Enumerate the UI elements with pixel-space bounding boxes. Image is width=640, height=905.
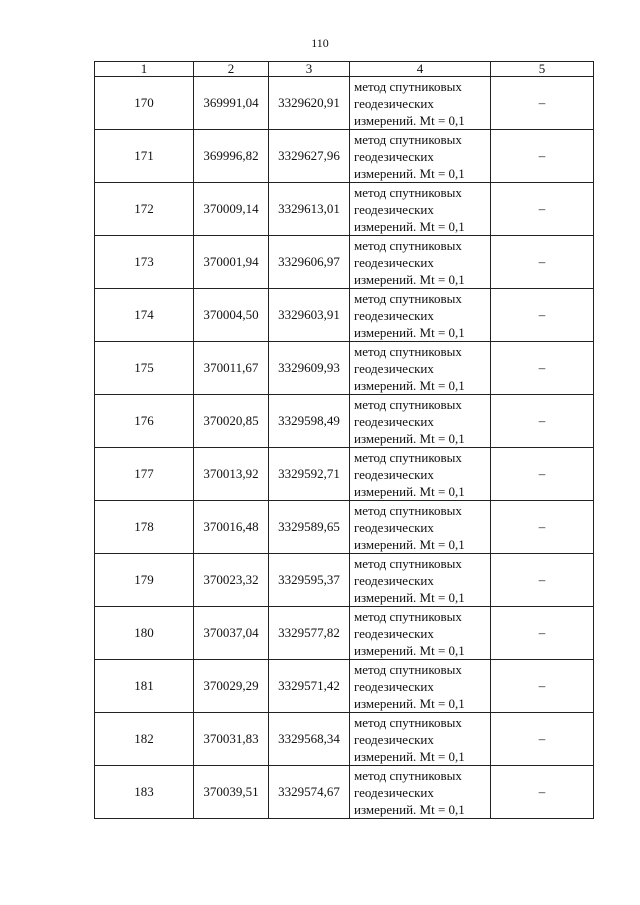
method-text-line: измерений. Mt = 0,1 [354, 324, 465, 340]
note-cell: – [491, 77, 594, 130]
point-number-cell: 177 [95, 448, 194, 501]
x-coordinate-cell: 370037,04 [194, 607, 269, 660]
method-text-line: метод спутниковых [354, 502, 462, 518]
note-cell: – [491, 660, 594, 713]
y-coordinate-cell: 3329613,01 [269, 183, 350, 236]
note-cell: – [491, 713, 594, 766]
point-number-cell: 175 [95, 342, 194, 395]
point-number-cell: 181 [95, 660, 194, 713]
table-row [95, 395, 594, 448]
table-row [95, 236, 594, 289]
method-text-line: измерений. Mt = 0,1 [354, 112, 465, 128]
method-text-line: геодезических [354, 625, 434, 641]
table-row [95, 130, 594, 183]
method-text-line: метод спутниковых [354, 714, 462, 730]
x-coordinate-cell: 370016,48 [194, 501, 269, 554]
method-text-line: геодезических [354, 95, 434, 111]
header-col-2: 2 [194, 62, 269, 77]
y-coordinate-cell: 3329603,91 [269, 289, 350, 342]
header-col-4: 4 [350, 62, 491, 77]
method-text-line: измерений. Mt = 0,1 [354, 589, 465, 605]
method-text-line: измерений. Mt = 0,1 [354, 483, 465, 499]
point-number-cell: 178 [95, 501, 194, 554]
method-cell [350, 236, 491, 289]
method-cell [350, 289, 491, 342]
method-text-line: метод спутниковых [354, 767, 462, 783]
method-text-line: метод спутниковых [354, 131, 462, 147]
method-text-line: геодезических [354, 519, 434, 535]
method-text-line: метод спутниковых [354, 555, 462, 571]
point-number-cell: 176 [95, 395, 194, 448]
table-row [95, 713, 594, 766]
x-coordinate-cell: 370013,92 [194, 448, 269, 501]
note-cell: – [491, 607, 594, 660]
table-row [95, 289, 594, 342]
y-coordinate-cell: 3329571,42 [269, 660, 350, 713]
table-row [95, 660, 594, 713]
table-header [95, 62, 594, 77]
method-text-line: измерений. Mt = 0,1 [354, 695, 465, 711]
method-text-line: метод спутниковых [354, 290, 462, 306]
method-text-line: измерений. Mt = 0,1 [354, 642, 465, 658]
method-text-line: измерений. Mt = 0,1 [354, 430, 465, 446]
x-coordinate-cell: 370029,29 [194, 660, 269, 713]
point-number-cell: 179 [95, 554, 194, 607]
page-number: 110 [311, 36, 329, 50]
note-cell: – [491, 766, 594, 819]
y-coordinate-cell: 3329568,34 [269, 713, 350, 766]
coordinates-table [94, 61, 594, 819]
point-number-cell: 182 [95, 713, 194, 766]
header-col-5: 5 [491, 62, 594, 77]
method-text-line: метод спутниковых [354, 237, 462, 253]
method-text-line: метод спутниковых [354, 343, 462, 359]
header-col-3: 3 [269, 62, 350, 77]
method-cell [350, 713, 491, 766]
method-cell [350, 501, 491, 554]
x-coordinate-cell: 370039,51 [194, 766, 269, 819]
method-text-line: геодезических [354, 413, 434, 429]
y-coordinate-cell: 3329592,71 [269, 448, 350, 501]
method-text-line: геодезических [354, 466, 434, 482]
note-cell: – [491, 236, 594, 289]
method-text-line: метод спутниковых [354, 78, 462, 94]
x-coordinate-cell: 370009,14 [194, 183, 269, 236]
y-coordinate-cell: 3329627,96 [269, 130, 350, 183]
y-coordinate-cell: 3329606,97 [269, 236, 350, 289]
table-body [95, 77, 594, 819]
note-cell: – [491, 289, 594, 342]
note-cell: – [491, 554, 594, 607]
table-row [95, 607, 594, 660]
table-row [95, 77, 594, 130]
y-coordinate-cell: 3329574,67 [269, 766, 350, 819]
point-number-cell: 172 [95, 183, 194, 236]
y-coordinate-cell: 3329620,91 [269, 77, 350, 130]
method-text-line: геодезических [354, 784, 434, 800]
method-text-line: измерений. Mt = 0,1 [354, 748, 465, 764]
x-coordinate-cell: 370020,85 [194, 395, 269, 448]
method-text-line: геодезических [354, 678, 434, 694]
table-row [95, 448, 594, 501]
point-number-cell: 174 [95, 289, 194, 342]
method-cell [350, 342, 491, 395]
method-cell [350, 130, 491, 183]
method-text-line: геодезических [354, 307, 434, 323]
table-row [95, 554, 594, 607]
table-row [95, 183, 594, 236]
method-cell [350, 554, 491, 607]
method-text-line: метод спутниковых [354, 661, 462, 677]
method-text-line: измерений. Mt = 0,1 [354, 801, 465, 817]
table-row [95, 766, 594, 819]
table-row [95, 342, 594, 395]
y-coordinate-cell: 3329598,49 [269, 395, 350, 448]
point-number-cell: 170 [95, 77, 194, 130]
note-cell: – [491, 130, 594, 183]
x-coordinate-cell: 370031,83 [194, 713, 269, 766]
table-row [95, 501, 594, 554]
note-cell: – [491, 183, 594, 236]
method-cell [350, 77, 491, 130]
method-text-line: измерений. Mt = 0,1 [354, 536, 465, 552]
method-cell [350, 607, 491, 660]
x-coordinate-cell: 370001,94 [194, 236, 269, 289]
note-cell: – [491, 395, 594, 448]
method-cell [350, 183, 491, 236]
method-text-line: метод спутниковых [354, 184, 462, 200]
point-number-cell: 183 [95, 766, 194, 819]
y-coordinate-cell: 3329609,93 [269, 342, 350, 395]
method-text-line: геодезических [354, 572, 434, 588]
y-coordinate-cell: 3329595,37 [269, 554, 350, 607]
method-text-line: измерений. Mt = 0,1 [354, 377, 465, 393]
method-cell [350, 766, 491, 819]
point-number-cell: 180 [95, 607, 194, 660]
x-coordinate-cell: 370023,32 [194, 554, 269, 607]
note-cell: – [491, 342, 594, 395]
method-text-line: геодезических [354, 360, 434, 376]
method-text-line: геодезических [354, 254, 434, 270]
y-coordinate-cell: 3329577,82 [269, 607, 350, 660]
method-text-line: геодезических [354, 148, 434, 164]
note-cell: – [491, 501, 594, 554]
method-text-line: измерений. Mt = 0,1 [354, 165, 465, 181]
method-cell [350, 660, 491, 713]
method-cell [350, 448, 491, 501]
point-number-cell: 173 [95, 236, 194, 289]
method-text-line: геодезических [354, 731, 434, 747]
header-col-1: 1 [95, 62, 194, 77]
method-text-line: измерений. Mt = 0,1 [354, 218, 465, 234]
x-coordinate-cell: 369991,04 [194, 77, 269, 130]
point-number-cell: 171 [95, 130, 194, 183]
method-text-line: метод спутниковых [354, 608, 462, 624]
method-text-line: измерений. Mt = 0,1 [354, 271, 465, 287]
method-cell [350, 395, 491, 448]
method-text-line: метод спутниковых [354, 449, 462, 465]
header-row [95, 62, 594, 77]
method-text-line: метод спутниковых [354, 396, 462, 412]
x-coordinate-cell: 369996,82 [194, 130, 269, 183]
note-cell: – [491, 448, 594, 501]
x-coordinate-cell: 370011,67 [194, 342, 269, 395]
method-text-line: геодезических [354, 201, 434, 217]
x-coordinate-cell: 370004,50 [194, 289, 269, 342]
y-coordinate-cell: 3329589,65 [269, 501, 350, 554]
